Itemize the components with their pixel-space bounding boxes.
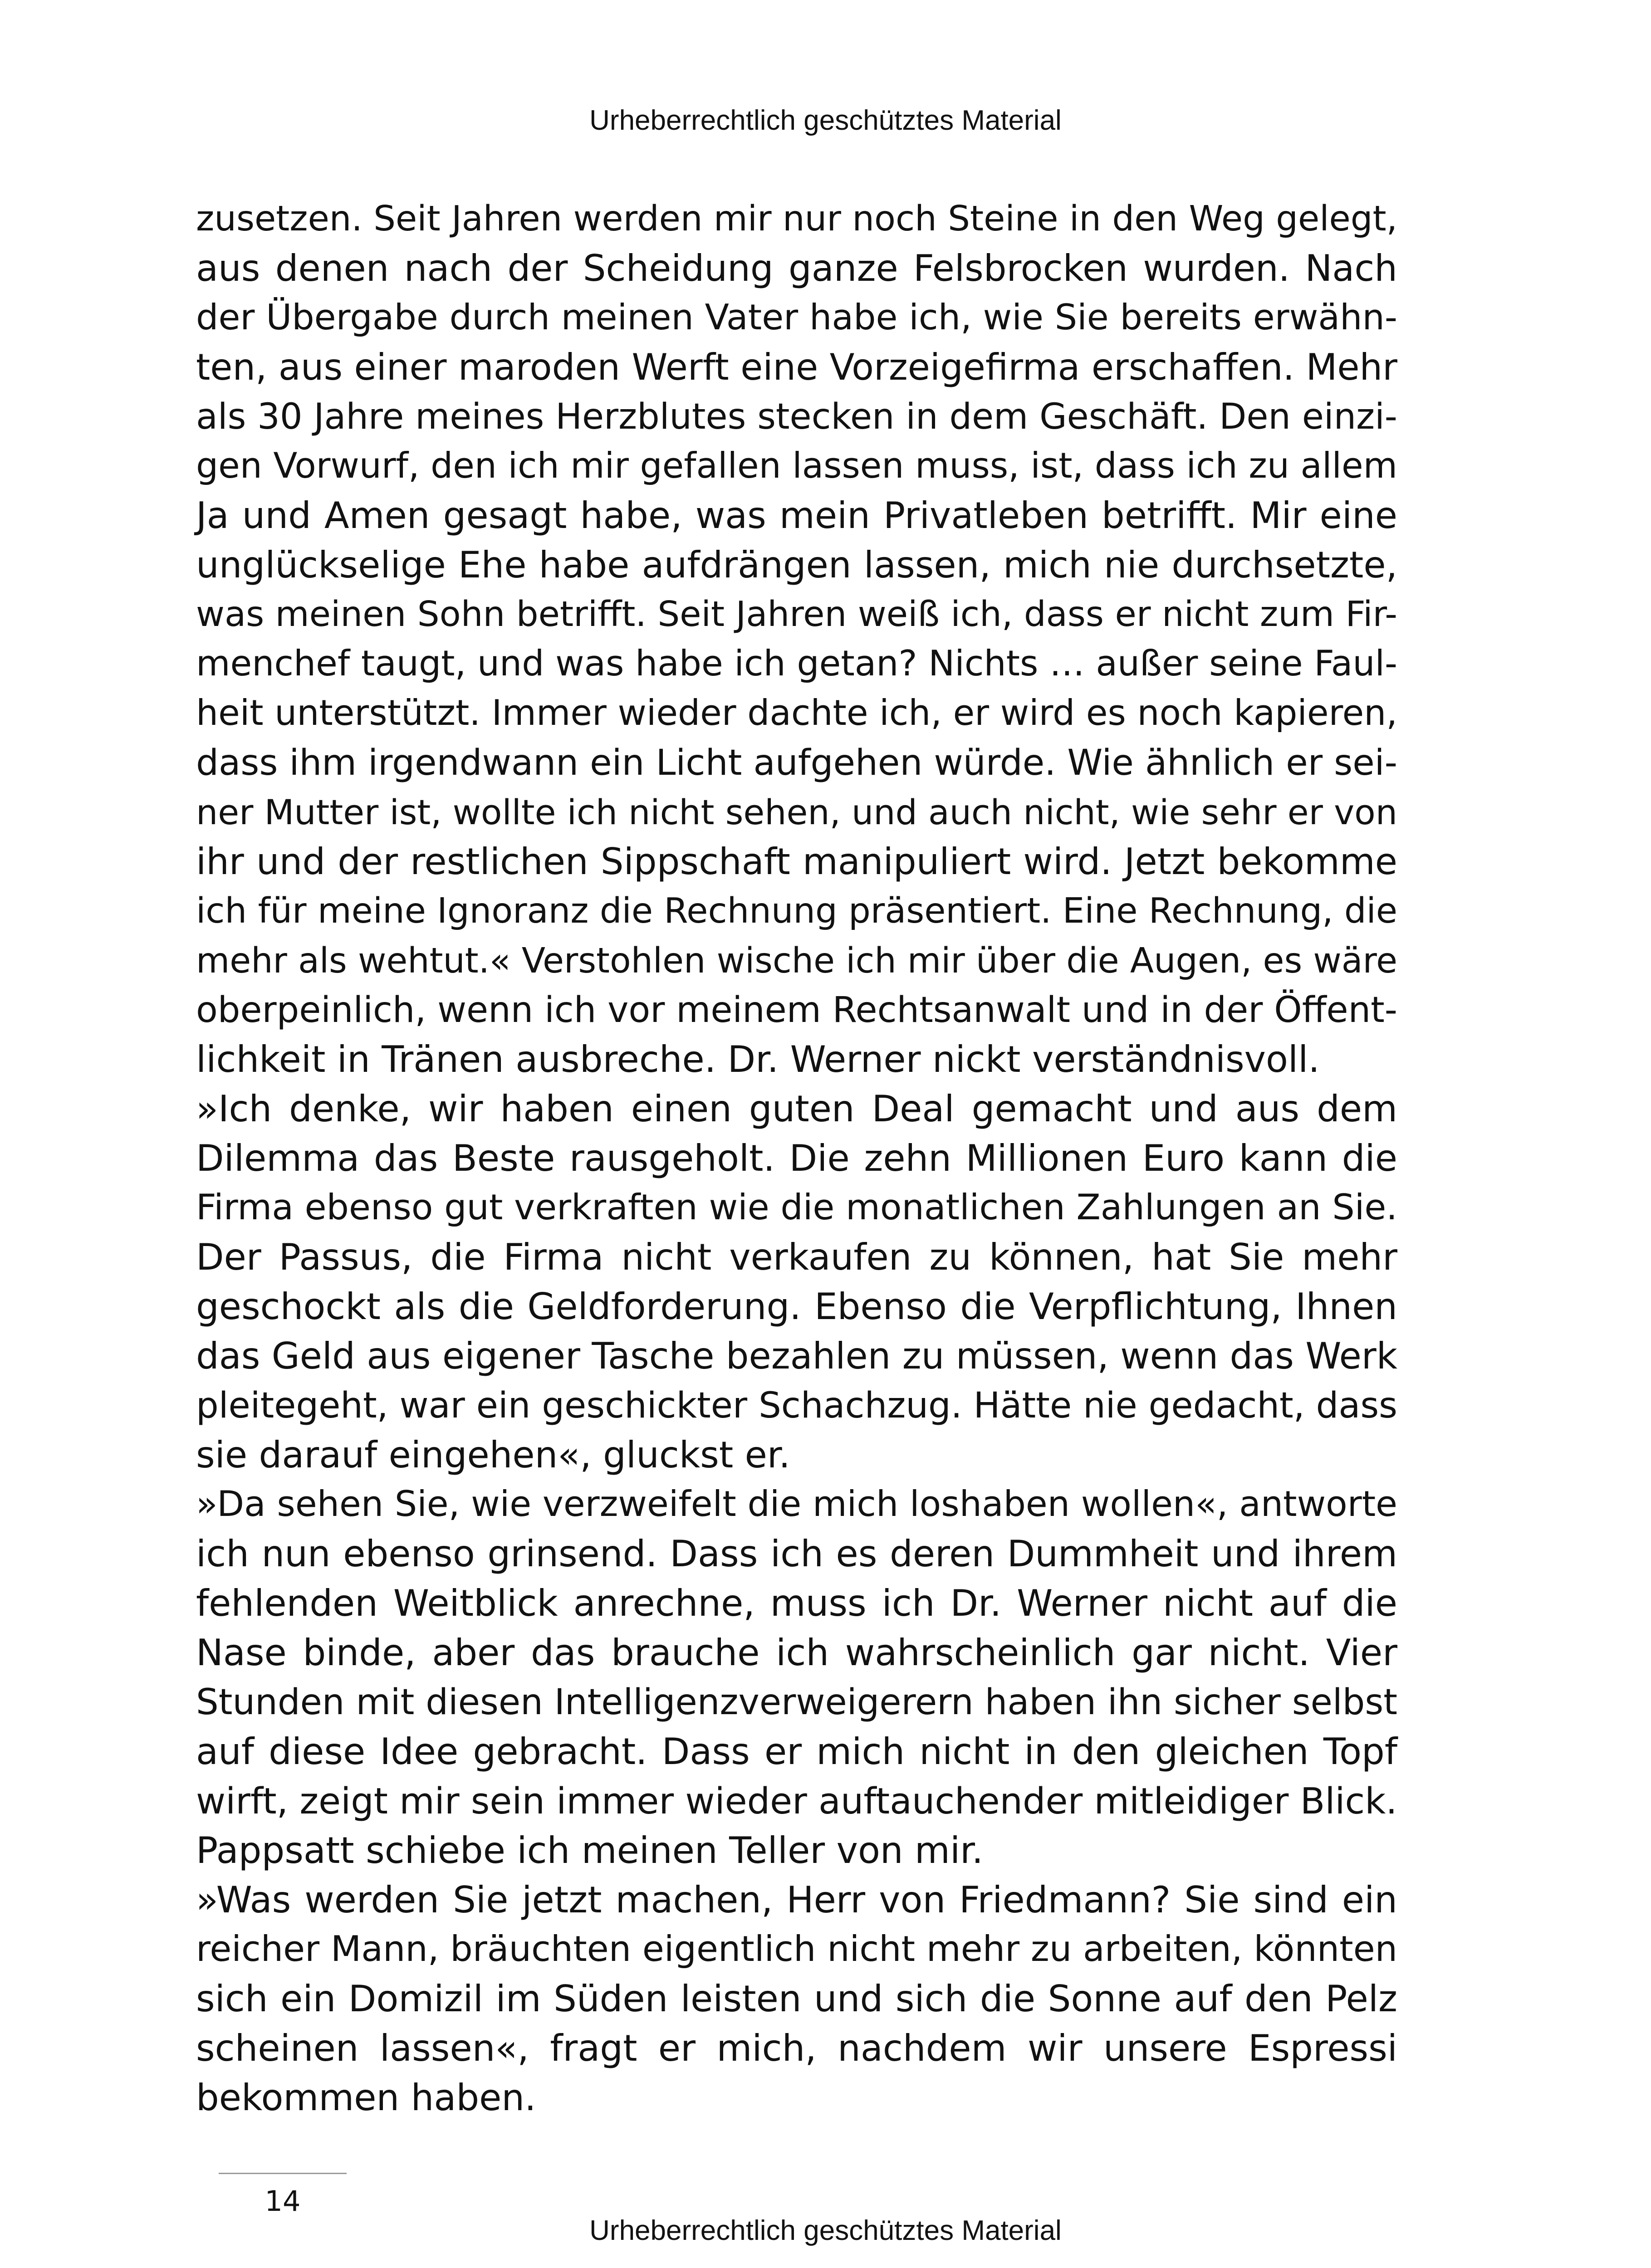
text-line: wirft, zeigt mir sein immer wieder auftauchender mitleidiger Blick. [196, 1780, 1397, 1822]
text-line: das Geld aus eigener Tasche bezahlen zu müssen, wenn das Werk [196, 1335, 1397, 1377]
copyright-watermark-top: Urheberrechtlich geschütztes Material [589, 105, 1062, 136]
text-line: als 30 Jahre meines Herzblutes stecken in dem Geschäft. Den einzi- [196, 396, 1397, 437]
text-line: Pappsatt schiebe ich meinen Teller von mir. [196, 1829, 984, 1872]
page-number: 14 [265, 2185, 301, 2218]
text-line: dass ihm irgendwann ein Licht aufgehen würde. Wie ähnlich er sei- [196, 742, 1397, 783]
text-line: Der Passus, die Firma nicht verkaufen zu können, hat Sie mehr [196, 1236, 1397, 1278]
text-line: reicher Mann, bräuchten eigentlich nicht mehr zu arbeiten, könnten [196, 1929, 1398, 1970]
text-line: gen Vorwurf, den ich mir gefallen lassen muss, ist, dass ich zu allem [196, 445, 1397, 486]
text-line: ten, aus einer maroden Werft eine Vorzeigefirma erschaffen. Mehr [196, 346, 1397, 388]
text-line: Stunden mit diesen Intelligenzverweigerern haben ihn sicher selbst [196, 1681, 1397, 1723]
text-line: sie darauf eingehen«, gluckst er. [196, 1434, 790, 1476]
text-line: auf diese Idee gebracht. Dass er mich nicht in den gleichen Topf [196, 1730, 1397, 1773]
text-line: ich für meine Ignoranz die Rechnung präsentiert. Eine Rechnung, die [196, 891, 1398, 931]
footer-divider [219, 2173, 347, 2174]
text-line: »Ich denke, wir haben einen guten Deal gemacht und aus dem [196, 1088, 1397, 1130]
text-line: heit unterstützt. Immer wieder dachte ich, er wird es noch kapieren, [196, 693, 1397, 733]
text-line: Nase binde, aber das brauche ich wahrscheinlich gar nicht. Vier [196, 1632, 1397, 1674]
text-line: aus denen nach der Scheidung ganze Felsbrocken wurden. Nach [196, 247, 1397, 289]
text-line: was meinen Sohn betrifft. Seit Jahren weiß ich, dass er nicht zum Fir- [196, 594, 1398, 635]
text-line: »Da sehen Sie, wie verzweifelt die mich loshaben wollen«, antworte [196, 1484, 1397, 1525]
text-line: lichkeit in Tränen ausbreche. Dr. Werner nickt verständnisvoll. [196, 1038, 1320, 1080]
text-line: der Übergabe durch meinen Vater habe ich, wie Sie bereits erwähn- [196, 297, 1397, 338]
text-line: ich nun ebenso grinsend. Dass ich es deren Dummheit und ihrem [196, 1533, 1397, 1575]
text-line: ner Mutter ist, wollte ich nicht sehen, und auch nicht, wie sehr er von [196, 792, 1397, 832]
text-line: scheinen lassen«, fragt er mich, nachdem wir unsere Espressi [196, 2027, 1397, 2069]
text-line: Firma ebenso gut verkraften wie die monatlichen Zahlungen an Sie. [196, 1187, 1397, 1228]
text-line: sich ein Domizil im Süden leisten und sich die Sonne auf den Pelz [196, 1978, 1397, 2020]
text-line: oberpeinlich, wenn ich vor meinem Rechtsanwalt und in der Öffent- [196, 989, 1397, 1031]
body-text [196, 194, 1397, 2122]
text-line: menchef taugt, und was habe ich getan? Nichts … außer seine Faul- [196, 643, 1397, 684]
text-line: ihr und der restlichen Sippschaft manipuliert wird. Jetzt bekomme [196, 841, 1397, 883]
text-line: Dilemma das Beste rausgeholt. Die zehn Millionen Euro kann die [196, 1137, 1397, 1179]
text-line: zusetzen. Seit Jahren werden mir nur noch Steine in den Weg gelegt, [196, 199, 1397, 239]
text-line: unglückselige Ehe habe aufdrängen lassen, mich nie durchsetzte, [196, 544, 1397, 586]
text-line: Ja und Amen gesagt habe, was mein Privatleben betrifft. Mir eine [196, 494, 1397, 537]
text-line: fehlenden Weitblick anrechne, muss ich Dr. Werner nicht auf die [196, 1582, 1397, 1624]
copyright-watermark-bottom: Urheberrechtlich geschütztes Material [589, 2215, 1062, 2246]
text-line: »Was werden Sie jetzt machen, Herr von Friedmann? Sie sind ein [196, 1879, 1397, 1921]
text-line: bekommen haben. [196, 2077, 536, 2119]
text-line: pleitegeht, war ein geschickter Schachzug. Hätte nie gedacht, dass [196, 1385, 1397, 1426]
text-line: geschockt als die Geldforderung. Ebenso die Verpflichtung, Ihnen [196, 1286, 1397, 1328]
text-line: mehr als wehtut.« Verstohlen wische ich mir über die Augen, es wäre [196, 940, 1398, 981]
